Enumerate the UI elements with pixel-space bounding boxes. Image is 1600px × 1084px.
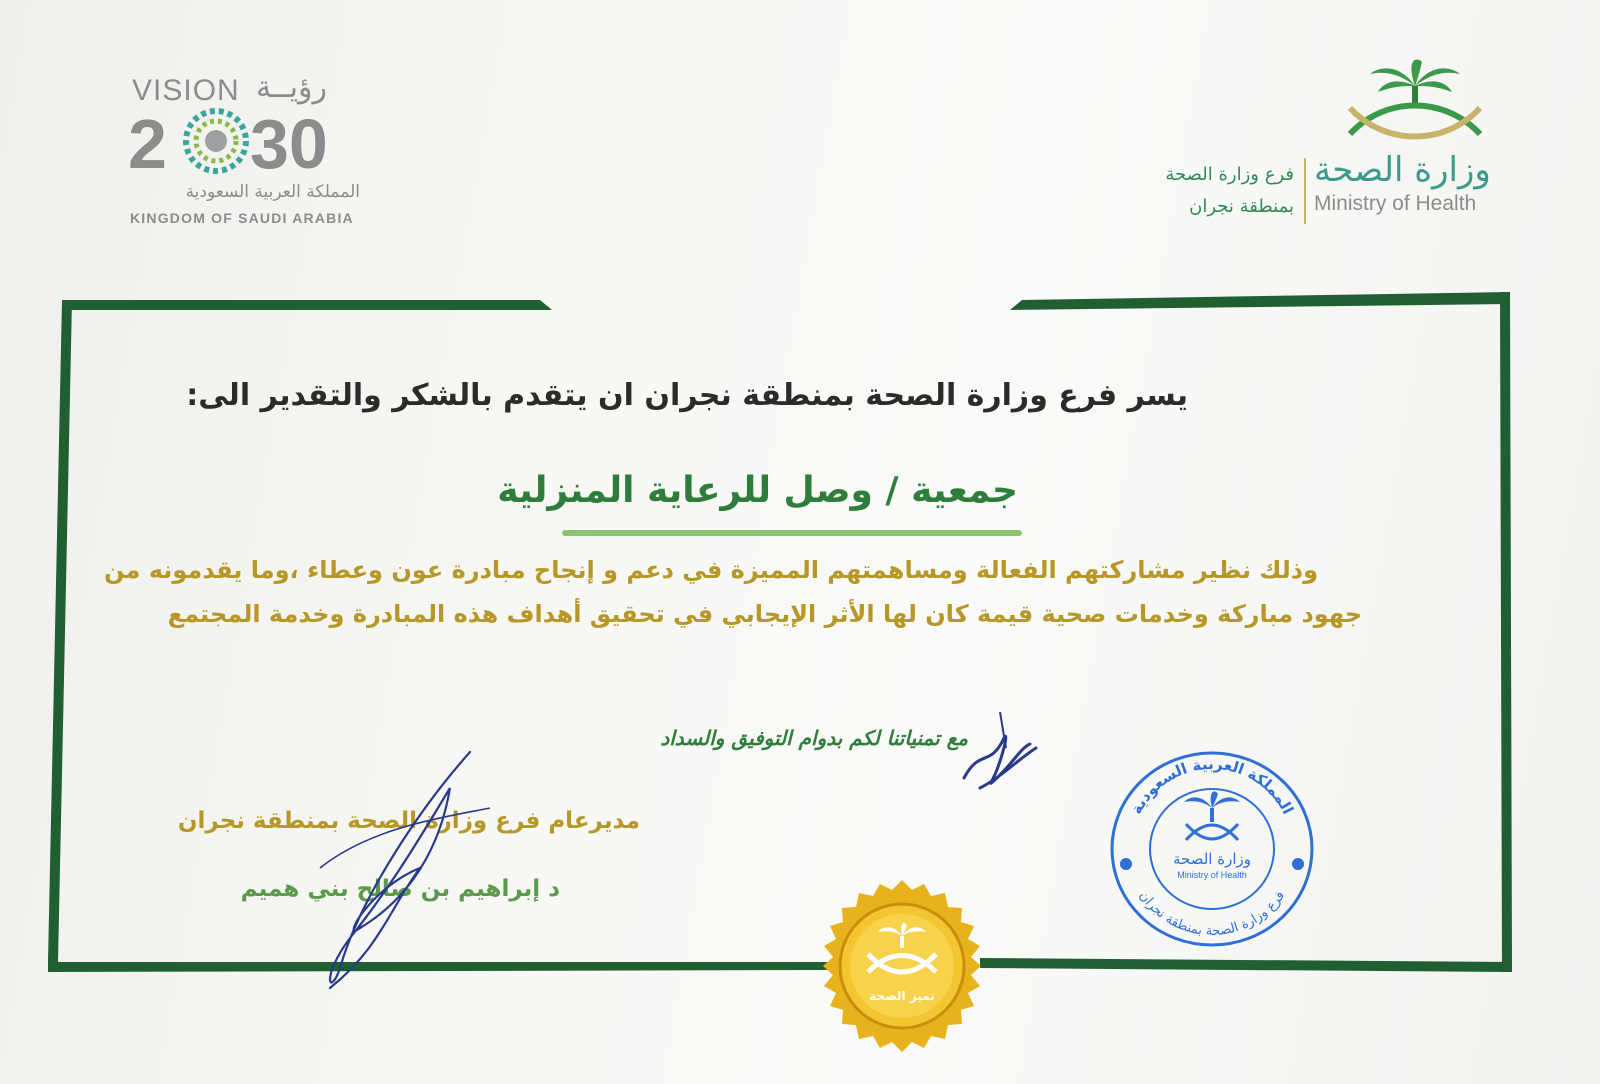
moh-branch-line-1: فرع وزارة الصحة <box>1165 164 1294 185</box>
moh-logo <box>1150 56 1530 236</box>
moh-name-ar: وزارة الصحة <box>1314 150 1491 190</box>
initials-signature <box>960 708 1040 798</box>
certificate-body-line-1: وذلك نظير مشاركتهم الفعالة ومساهمتهم المميزة في دعم و إنجاح مبادرة عون وعطاء ،وما يقدمونه من <box>103 556 1318 584</box>
palm-swords-emblem-icon <box>1340 56 1490 148</box>
gold-seal <box>812 876 992 1056</box>
seal-label: تميز الصحة <box>869 989 935 1003</box>
stamp-inner-ar: وزارة الصحة <box>1173 850 1251 868</box>
director-name: د إبراهيم بن صالح بني هميم <box>240 876 560 902</box>
stamp-ring-text-bottom: فرع وزارة الصحة بمنطقة نجران <box>1135 888 1289 940</box>
vision-2030-mark <box>128 106 368 176</box>
moh-name-en: Ministry of Health <box>1314 192 1477 215</box>
vision-year-2: 2 <box>128 106 167 176</box>
recipient-underline <box>562 530 1022 536</box>
vision-word-ar: رؤيــة <box>256 70 327 105</box>
certificate-intro: يسر فرع وزارة الصحة بمنطقة نجران ان يتقدم بالشكر والتقدير الى: <box>186 378 1188 413</box>
frame-top-left <box>62 300 552 310</box>
frame-bottom-right <box>980 958 1512 972</box>
stamp-inner-en: Ministry of Health <box>1177 870 1247 880</box>
certificate-body-line-2: جهود مباركة وخدمات صحية قيمة كان لها الأثر الإيجابي في تحقيق أهداف هذه المبادرة وخدمة المجتمع <box>167 600 1362 628</box>
frame-right <box>1500 292 1512 972</box>
director-signature <box>300 748 500 998</box>
vision-2030-logo <box>128 70 368 230</box>
director-title: مديرعام فرع وزارة الصحة بمنطقة نجران <box>177 808 640 834</box>
vision-kingdom-en: KINGDOM OF SAUDI ARABIA <box>130 210 354 226</box>
stamp-palm-icon <box>1184 791 1240 822</box>
stamp-ring-text: المملكة العربية السعودية <box>1127 754 1298 818</box>
vision-word-en: VISION <box>132 74 240 107</box>
vision-kingdom-ar: المملكة العربية السعودية <box>185 182 360 202</box>
official-stamp <box>1104 744 1320 954</box>
moh-branch-line-2: بمنطقة نجران <box>1189 196 1294 217</box>
logo-divider <box>1304 158 1306 224</box>
vision-emblem-icon <box>186 111 246 171</box>
certificate-wishes: مع تمنياتنا لكم بدوام التوفيق والسداد <box>660 726 968 750</box>
vision-year-30: 30 <box>250 106 328 176</box>
frame-left <box>48 300 72 962</box>
certificate-recipient: جمعية / وصل للرعاية المنزلية <box>497 470 1018 511</box>
frame-top-right <box>1010 292 1510 310</box>
